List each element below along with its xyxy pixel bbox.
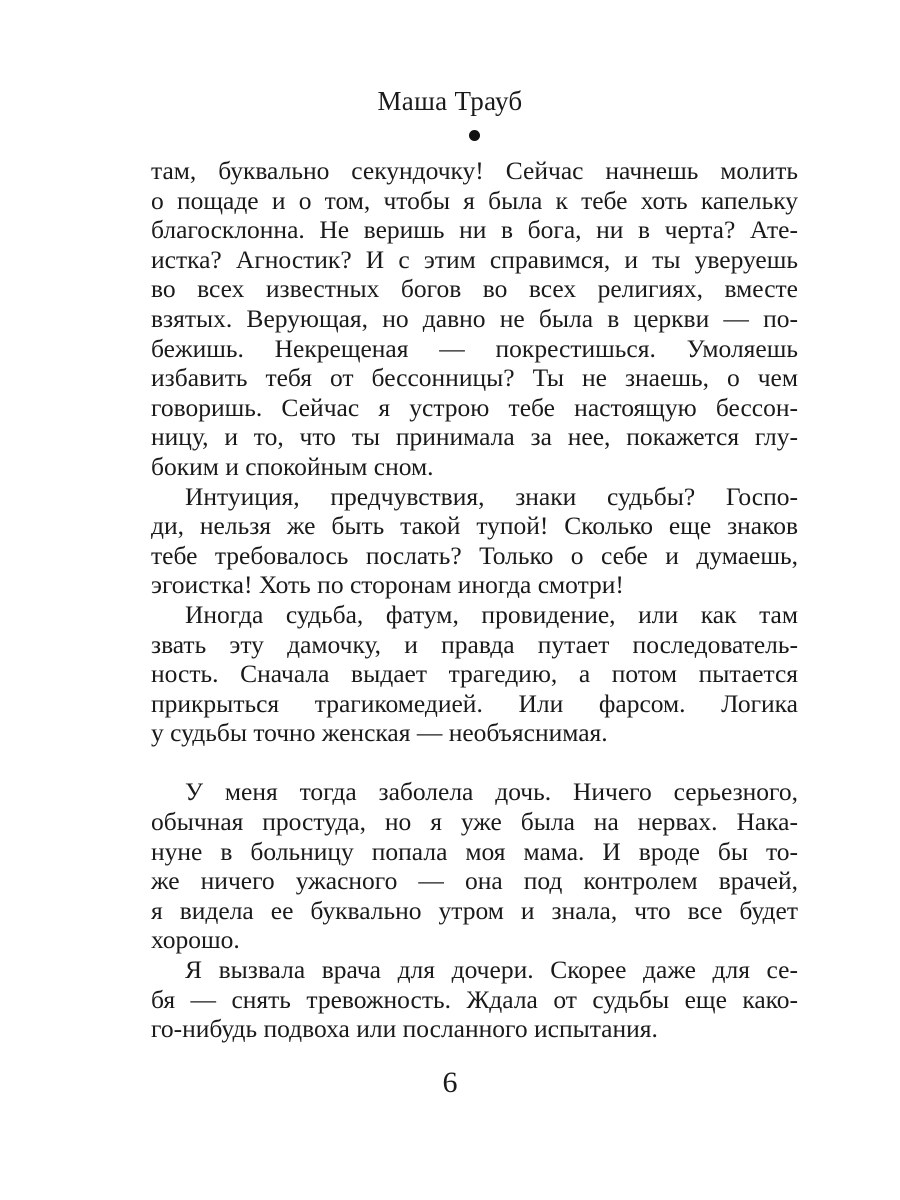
- page-number: 6: [442, 1066, 458, 1099]
- text-line: Иногда судьба, фатум, провидение, или как там: [185, 599, 798, 629]
- text-line: бежишь. Некрещеная — покрестишься. Умоляешь: [151, 333, 798, 363]
- paragraph: [151, 777, 798, 955]
- body-text: [151, 156, 798, 1044]
- running-head-author: Маша Трауб: [377, 86, 523, 116]
- section-break: [151, 748, 798, 778]
- text-line: обычная простуда, но я уже была на нервах. Нака-: [151, 807, 798, 837]
- paragraph: [151, 955, 798, 1044]
- text-line: же ничего ужасного — она под контролем врачей,: [151, 866, 798, 896]
- text-line: взятых. Верующая, но давно не была в церкви — по-: [151, 303, 798, 333]
- text-line: хорошо.: [151, 925, 240, 955]
- text-line: бя — снять тревожность. Ждала от судьбы еще како-: [151, 984, 798, 1014]
- text-line: эгоистка! Хоть по сторонам иногда смотри!: [151, 570, 624, 600]
- text-line: боким и спокойным сном.: [151, 451, 434, 481]
- paragraph: [151, 600, 798, 748]
- text-line: у судьбы точно женская — необъяснимая.: [151, 718, 608, 748]
- text-line: У меня тогда заболела дочь. Ничего серьезного,: [185, 777, 798, 807]
- text-line: ди, нельзя же быть такой тупой! Сколько еще знаков: [151, 511, 798, 541]
- text-line: ницу, и то, что ты принимала за нее, покажется глу-: [151, 422, 798, 452]
- text-line: я видела ее буквально утром и знала, что все будет: [151, 895, 798, 925]
- text-line: прикрыться трагикомедией. Или фарсом. Логика: [151, 688, 798, 718]
- paragraph: [151, 156, 798, 482]
- text-line: избавить тебя от бессонницы? Ты не знаешь, о чем: [151, 363, 798, 393]
- text-line: во всех известных богов во всех религиях, вместе: [151, 274, 798, 304]
- text-line: ность. Сначала выдает трагедию, а потом пытается: [151, 659, 798, 689]
- text-line: звать эту дамочку, и правда путает последователь-: [151, 629, 798, 659]
- text-line: истка? Агностик? И с этим справимся, и ты уверуешь: [151, 244, 798, 274]
- bullet-ornament-icon: [469, 130, 480, 141]
- text-line: говоришь. Сейчас я устрою тебе настоящую бессон-: [151, 392, 798, 422]
- text-line: благосклонна. Не веришь ни в бога, ни в черта? Ате-: [151, 215, 798, 245]
- text-line: о пощаде и о том, чтобы я была к тебе хоть капельку: [151, 185, 798, 215]
- paragraph: [151, 482, 798, 600]
- text-line: нуне в больницу попала моя мама. И вроде бы то-: [151, 836, 798, 866]
- text-line: там, буквально секундочку! Сейчас начнешь молить: [151, 156, 798, 185]
- text-line: Интуиция, предчувствия, знаки судьбы? Госпо-: [185, 481, 798, 511]
- text-line: Я вызвала врача для дочери. Скорее даже для се-: [185, 955, 798, 985]
- text-line: го-нибудь подвоха или посланного испытания.: [151, 1014, 658, 1044]
- text-line: тебе требовалось послать? Только о себе и думаешь,: [151, 540, 798, 570]
